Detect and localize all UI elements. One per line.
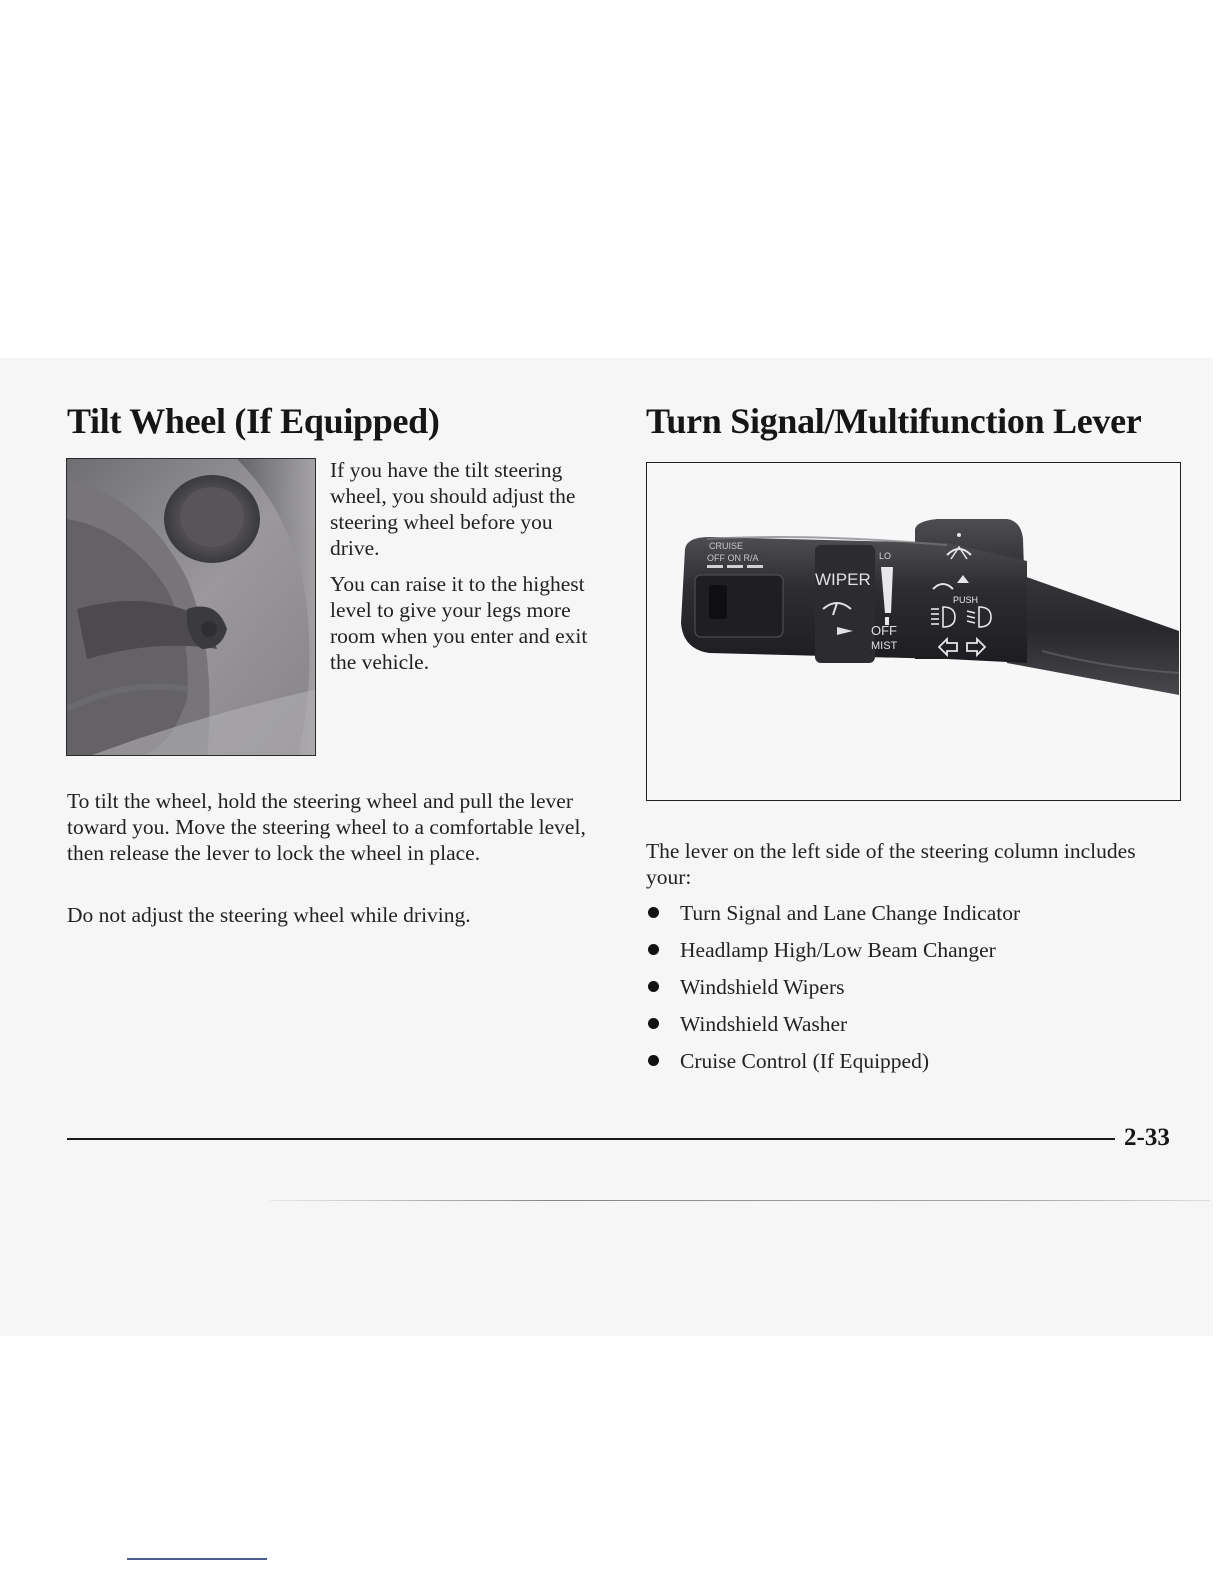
wiper-label: WIPER bbox=[815, 570, 871, 589]
bullet-icon bbox=[648, 907, 659, 918]
multifunction-lever-figure bbox=[646, 462, 1181, 801]
tilt-warning-text: Do not adjust the steering wheel while driving. bbox=[67, 903, 471, 927]
tilt-intro-text: If you have the tilt steering wheel, you should adjust the steering wheel before you drive. bbox=[330, 458, 576, 560]
bullet-icon bbox=[648, 1018, 659, 1029]
list-item bbox=[646, 898, 1020, 935]
list-item-label: Windshield Washer bbox=[680, 1012, 848, 1036]
push-label: PUSH bbox=[953, 595, 979, 605]
lo-label: LO bbox=[879, 551, 892, 561]
scan-artifact-line bbox=[270, 1200, 1210, 1201]
list-item-label: Windshield Wipers bbox=[680, 975, 845, 999]
list-item bbox=[646, 935, 1020, 972]
list-item bbox=[646, 1046, 1020, 1083]
page-number: 2-33 bbox=[1124, 1124, 1170, 1151]
list-item-label: Cruise Control (If Equipped) bbox=[680, 1049, 929, 1073]
list-item bbox=[646, 1009, 1020, 1046]
tilt-wheel-heading: Tilt Wheel (If Equipped) bbox=[67, 401, 440, 441]
bottom-margin-mark bbox=[127, 1558, 267, 1560]
tilt-raise-text: You can raise it to the highest level to give your legs more room when you enter and exit the vehicle. bbox=[330, 572, 588, 674]
bullet-icon bbox=[648, 1055, 659, 1066]
turn-signal-heading: Turn Signal/Multifunction Lever bbox=[646, 401, 1142, 441]
list-item-label: Headlamp High/Low Beam Changer bbox=[680, 938, 996, 962]
list-item-label: Turn Signal and Lane Change Indicator bbox=[680, 901, 1021, 925]
off-label: OFF bbox=[871, 623, 897, 638]
lever-intro-text: The lever on the left side of the steering column includes your: bbox=[646, 839, 1136, 889]
mist-label: MIST bbox=[871, 640, 898, 652]
bullet-icon bbox=[648, 981, 659, 992]
tilt-instructions-text: To tilt the wheel, hold the steering wheel and pull the lever toward you. Move the steering wheel to a comfortable level, then release the lever to lock the wheel in place. bbox=[67, 789, 586, 865]
cruise-positions-label: OFF ON R/A bbox=[707, 553, 759, 563]
bullet-icon bbox=[648, 944, 659, 955]
lever-features-list bbox=[646, 898, 1020, 1083]
list-item bbox=[646, 972, 1020, 1009]
steering-wheel-photo bbox=[66, 458, 316, 756]
cruise-label: CRUISE bbox=[709, 541, 744, 551]
footer-rule bbox=[67, 1138, 1115, 1140]
